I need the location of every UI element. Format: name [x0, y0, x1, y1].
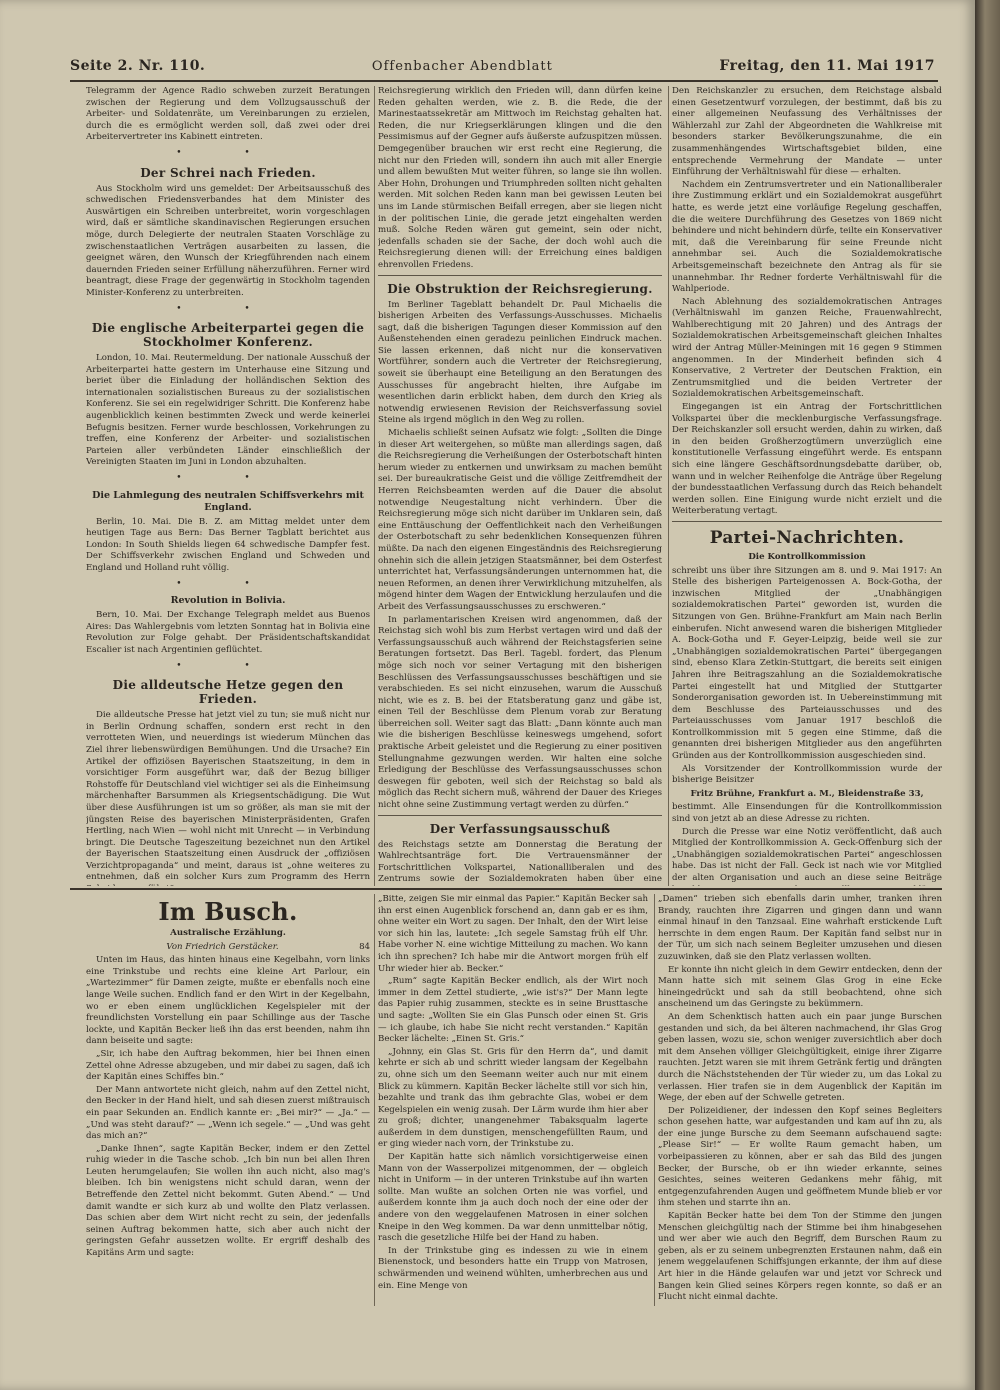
article-text: Als Vorsitzender der Kontrollkommission wurde der bisherige Beisitzer — [672, 763, 942, 786]
story-column-3 — [658, 894, 942, 1306]
story-text: „Bitte, zeigen Sie mir einmal das Papier.“ Kapitän Becker sah ihn erst einen Augenblick forschend an, dann gab er es ihm, ohne weiter ein Wort zu sagen. Der Inhalt, den der Wirt leise vor sich hin las, lautete: „Ich segele Samstag früh elf Uhr. Habe vorher N. eine wichtige Mitteilung zu machen. Wo kann ich ihn sprechen? Ich habe mir die Antwort morgen früh elf Uhr wieder hier ab. Becker.“ — [378, 894, 648, 974]
story-column-2 — [378, 894, 648, 1306]
column-rule — [654, 894, 655, 1306]
column-3 — [672, 86, 942, 886]
separator — [378, 275, 662, 276]
newspaper-title: Offenbacher Abendblatt — [371, 59, 553, 74]
article-text: Nachdem ein Zentrumsvertreter und ein Nationalliberaler ihre Zustimmung erklärt und ein Sozialdemokrat ausgeführt hatte, es werde jetzt eine vorläufige Regelung geschaffen, die die weitere Durchführung des Gesetzes von 1869 nicht behindere und nicht behindern dürfe, teilte ein Konservativer mit, daß die Vereinbarung für seine Freunde nicht annehmbar sei. Auch die Sozialdemokratische Arbeitsgemeinschaft bezeichnete den Antrag als für sie unannehmbar. Ihr Redner forderte Verhältniswahl für die Wahlperiode. — [672, 179, 942, 295]
article-heading: Die Lahmlegung des neutralen Schiffsverkehrs mit England. — [92, 489, 364, 513]
article-text: Telegramm der Agence Radio schweben zurzeit Beratungen zwischen der Regierung und dem Vollzugsausschuß der Arbeiter- und Soldatenräte, um Vereinbarungen zu erzielen, durch die es ermöglicht werden soll, daß zwei oder drei Arbeitervertreter ins Kabinett eintreten. — [86, 86, 370, 143]
story-text: Der Kapitän hatte sich nämlich vorsichtigerweise einen Mann von der Wasserpolizei mitgenommen, der — obgleich nicht in Uniform — in der unteren Trinkstube auf ihn warten sollte. Man wußte an solchen Orten nie was vorfiel, und außerdem konnte ihm ja auch doch noch der eine oder der andere von den weggelaufenen Matrosen in einer solchen Kneipe in den Weg kommen. Da war denn unmittelbar nötig, rasch die gesetzliche Hilfe bei der Hand zu haben. — [378, 1152, 648, 1244]
story-text: Er konnte ihn nicht gleich in dem Gewirr entdecken, denn der Mann hatte sich mit seinem Glas Grog in eine Ecke hineingedrückt und sah da still beobachtend, ohne sich anscheinend um das Geringste zu bekümmern. — [658, 964, 942, 1010]
address-line: Fritz Brühne, Frankfurt a. M., Bleidenstraße 33, — [690, 788, 924, 799]
article-heading: Der Verfassungsausschuß — [429, 821, 611, 836]
story-text: Kapitän Becker hatte bei dem Ton der Stimme den jungen Menschen gleichgültig nach der Stimme bei ihm hinabgesehen und wer aber wie auch den Begriff, dem Burschen Raum zu geben, als er zu seinem unbegrenzten Erstaunen nahm, daß ein jenem weggelaufenen Schiffsjungen erkannte, der ihm auf diese Art hier in die Hände gelaufen war und jetzt vor Schreck und Bangen kein Glied seines Körpers regen konnte, so daß er an Flucht nicht einmal dachte. — [658, 1211, 942, 1303]
article-text: schreibt uns über ihre Sitzungen am 8. und 9. Mai 1917: An Stelle des bisherigen Parteigenossen A. Bock-Gotha, der inzwischen Mitglied der „Unabhängigen sozialdemokratischen Partei“ geworden ist, wurden die Sitzungen von Gen. Brühne-Frankfurt am Main nach Berlin einberufen. Nicht anwesend waren die bisherigen Mitglieder A. Bock-Gotha und F. Geyer-Leipzig, beide weil sie zur „Unabhängigen sozialdemokratischen Partei“ übergegangen sind, ebenso Klara Zetkin-Stuttgart, die bereits seit einigen Jahren ihre Beitragszahlung an die Sozialdemokratische Partei eingestellt hat und Mitglied der Stuttgarter Sonderorganisation geworden ist. In Uebereinstimmung mit dem Beschlusse des Parteiausschusses und des Parteiausschusses vom Januar 1917 beschloß die Kontrollkommission mit 5 gegen eine Stimme, daß die genannten drei bisherigen Mitglieder aus den angeführten Gründen aus der Kontrollkommission ausgeschieden sind. — [672, 565, 942, 762]
article-heading: Die englische Arbeiterpartei gegen die Stockholmer Konferenz. — [91, 321, 365, 350]
page-number: Seite 2. Nr. 110. — [70, 58, 206, 74]
separator: • • — [176, 303, 280, 314]
article-text: Michaelis schließt seinen Aufsatz wie folgt: „Sollten die Dinge in dieser Art weitergehen, so müßte man allerdings sagen, daß die Reichsregierung die Verheißungen der Osterbotschaft hinten herum wieder zu entkernen und unwirksam zu machen bemüht sei. Der bureaukratische Geist und die völlige Zeitfremdheit der Herren Reichsbeamten werden auf die Dauer die absolut notwendige Neugestaltung nicht verhindern. Über die Reichsregierung möge sich nicht darüber im Unklaren sein, daß eine Enttäuschung der Oeffentlichkeit nach den Verheißungen der Osterbotschaft zu sehr bedenklichen Konsequenzen führen müßte. Da nach den eigenen Eingeständnis des Reichsregierung ohnehin sich die allein jetzigen Staatsmänner, bei dem Osterfest unterrichtet hat, Verfassungsänderungen unternommen hat, die neuen Reformen, an denen ihrer Verwirklichung mitzuhelfen, als mögend hinter dem Wagen der Entwicklung herzulaufen und die Arbeit des Verfassungsausschusses zu erschweren.“ — [378, 428, 662, 612]
story-text: „Johnny, ein Glas St. Gris für den Herrn da“, und damit kehrte er sich ab und schritt wieder langsam der Kegelbahn zu, ohne sich um den Seemann weiter auch nur mit einem Blick zu kümmern. Kapitän Becker lächelte still vor sich hin, bezahlte und trank das ihm gebrachte Glas, wobei er dem Kegelspielen ein wenig zusah. Der Lärm wurde ihm hier aber zu groß; dichter, unangenehmer Tabaksqualm lagerte außerdem in dem dunstigen, menschengefüllten Raum, und er ging wieder nach vorn, der Trinkstube zu. — [378, 1046, 648, 1150]
article-text: bestimmt. Alle Einsendungen für die Kontrollkommission sind von jetzt ab an diese Adresse zu richten. — [672, 802, 942, 825]
author-name: Von Friedrich Gerstäcker. — [166, 941, 279, 952]
separator — [378, 815, 662, 816]
issue-date: Freitag, den 11. Mai 1917 — [719, 58, 935, 74]
article-text: Aus Stockholm wird uns gemeldet: Der Arbeitsausschuß des schwedischen Friedensverbandes hat dem Minister des Auswärtigen ein Schreiben unterbreitet, worin vorgeschlagen wird, daß er sämtliche skandinavischen Regierungen ersuchen möge, durch Delegierte der neutralen Staaten Vorschläge zu zwischenstaatlichen Verträgen ausarbeiten zu lassen, die geeignet wären, den Wunsch der Kriegführenden nach einem dauernden Frieden seiner Erfüllung näherzuführen. Ferner wird beantragt, diese Frage der gegenwärtig in Stockholm tagenden Minister-Konferenz zu unterbreiten. — [86, 183, 370, 298]
separator: • • — [176, 660, 280, 671]
story-text: In der Trinkstube ging es indessen zu wie in einem Bienenstock, und besonders hatte ein Trupp von Matrosen, schwärmenden und weinend wühlten, umherbrechen aus und ein. Eine Menge von — [378, 1245, 648, 1291]
story-subtitle: Australische Erzählung. — [170, 928, 286, 938]
story-text: Der Polizeidiener, der indessen den Kopf seines Begleiters schon gesehen hatte, war aufgestanden und kam auf ihn zu, als der eine junge Bursche zu dem Seemann aufschauend sagte: „Please Sir!“ — Er wollte Raum gemacht haben, um vorbeipassieren zu können, aber er sah das Bild des jungen Becker, der Bursche, ob er ihn wieder erkannte, seines Gesichtes, seines weiteren Gedankens mehr fähig, mit entgegenzufahrenden Augen und geöffnetem Munde blieb er vor ihm stehen und starrte ihn an. — [658, 1105, 942, 1209]
separator: • • — [176, 473, 280, 484]
column-2 — [378, 86, 662, 886]
story-text: „Rum“ sagte Kapitän Becker endlich, als der Wirt noch immer in dem Zettel studierte, „wie ist's?“ Der Mann legte das Papier ruhig zusammen, steckte es in seine Brusttasche und sagte: „Wollten Sie ein Glas Punsch oder einen St. Gris — ich glaube, ich habe Sie nicht recht verstanden.“ Kapitän Becker lächelte: „Einen St. Gris.“ — [378, 976, 648, 1045]
article-heading: Die alldeutsche Hetze gegen den Frieden. — [112, 678, 344, 707]
installment-number: 84 — [359, 941, 370, 952]
article-text: Den Reichskanzler zu ersuchen, dem Reichstage alsbald einen Gesetzentwurf vorzulegen, der bestimmt, daß bis zu einer allgemeinen Neufassung des Verhältnisses der Wählerzahl zur Zahl der Abgeordneten die Wahlkreise mit besonders starker Bevölkerungszunahme, die ein zusammenhängendes Wirtschaftsgebiet bilden, eine entsprechende Vermehrung der Mandate — unter Einführung der Verhältniswahl für diese — erhalten. — [672, 86, 942, 178]
story-text: „Danke Ihnen“, sagte Kapitän Becker, indem er den Zettel ruhig wieder in die Tasche schob. „Ich bin nun bei allen Ihren Leuten herumgelaufen; Sie wollen ihn auch nicht, also mag's bleiben. Ich bin wenigstens nicht schuld daran, wenn der Betreffende den Zettel nicht bekommt. Guten Abend.“ — Und damit wandte er sich kurz ab und wollte den Platz verlassen. Das schien aber dem Wirt nicht recht zu sein, der jedenfalls seinen Auftrag bekommen hatte, sich aber auch nicht der geringsten Gefahr aussetzen wollte. Er ergriff deshalb des Kapitäns Arm und sagte: — [86, 1143, 370, 1259]
article-text: Bern, 10. Mai. Der Exchange Telegraph meldet aus Buenos Aires: Das Wahlergebnis vom letzten Sonntag hat in Bolivia eine Revolution zur Folge gehabt. Der Präsidentschaftskandidat Escalier ist nach Argentinien geflüchtet. — [86, 610, 370, 655]
story-text: „Damen“ trieben sich ebenfalls darin umher, tranken ihren Brandy, rauchten ihre Zigarren und gingen dann und wann einmal hinauf in den Tanzsaal. Eine wahrhaft erstickende Luft herrschte in dem engen Raum. Der Kapitän fand selbst nur in der Tür, um sich nach seinem Begleiter umzusehen und diesen zuzuwinken, daß sie den Platz verlassen wollten. — [658, 894, 942, 962]
separator: • • — [176, 147, 280, 158]
story-text: Unten im Haus, das hinten hinaus eine Kegelbahn, vorn links eine Trinkstube und rechts eine kleine Art Parlour, ein „Wartezimmer“ für Damen zeigte, mußte er ebenfalls noch eine lange Weile suchen. Endlich fand er den Wirt in der Kegelbahn, wo er eben einem unglücklichen Kegelspieler mit der freundlichsten Vorstellung ein paar Schillinge aus der Tasche lockte, und Kapitän Becker ließ ihn das erst beenden, nahm ihn dann beiseite und sagte: — [86, 955, 370, 1047]
feuilleton-rule — [70, 888, 942, 890]
article-text: London, 10. Mai. Reutermeldung. Der nationale Ausschuß der Arbeiterpartei hatte gestern im Unterhause eine Sitzung und beriet über die Einladung der holländischen Sektion des internationalen sozialistischen Bureaus zu der sozialistischen Konferenz. Sie sei ein regelwidriger Schritt. Die Konferenz habe augenblicklich keinen bestimmten Zweck und werde keinerlei Befugnis besitzen. Ferner wurde beschlossen, Vorkehrungen zu treffen, eine Konferenz der Arbeiter- und sozialistischen Parteien aller verbündeten Länder einschließlich der Vereinigten Staaten im Juni in London abzuhalten. — [86, 353, 370, 468]
article-text: Berlin, 10. Mai. Die B. Z. am Mittag meldet unter dem heutigen Tage aus Bern: Das Berner Tagblatt berichtet aus London: In South Shields liegen 64 schwedische Dampfer fest. Der Schiffsverkehr zwischen England und Schweden und England und Holland ruht völlig. — [86, 516, 370, 573]
column-rule — [374, 894, 375, 1306]
header-rule — [70, 80, 938, 82]
separator: • • — [176, 578, 280, 589]
page-header — [70, 58, 935, 80]
story-text: Der Mann antwortete nicht gleich, nahm auf den Zettel nicht, den Becker in der Hand hielt, und sah diesen zuerst mißtrauisch ein paar Sekunden an. Endlich kannte er: „Bei mir?“ — „Ja.“ — „Und was steht darauf?“ — „Wenn ich segele.“ — „Und was geht das mich an?“ — [86, 1084, 370, 1142]
story-author — [86, 942, 370, 954]
article-heading: Die Obstruktion der Reichsregierung. — [387, 281, 653, 296]
article-heading: Revolution in Bolivia. — [170, 595, 286, 607]
column-1 — [86, 86, 370, 886]
article-text: Im Berliner Tageblatt behandelt Dr. Paul Michaelis die bisherigen Arbeiten des Verfassungs-Ausschusses. Michaelis sagt, daß die bisherigen Tagungen dieser Kommission auf den Außenstehenden einen geradezu peinlichen Eindruck machen. Sie lassen erkennen, daß nicht nur die konservativen Wortführer, sondern auch die Vertreter der Reichsregierung, soweit sie überhaupt eine Beteiligung an den Beratungen des Ausschusses für angebracht hielten, ihre Aufgabe im wesentlichen darin erblickt haben, dem durch den Krieg als notwendig erwiesenen Revision der Reichsverfassung soviel Steine als irgend möglich in den Weg zu rollen. — [378, 299, 662, 426]
column-rule — [374, 86, 375, 886]
article-text: In parlamentarischen Kreisen wird angenommen, daß der Reichstag sich wohl bis zum Herbst vertagen wird und daß der Verfassungsausschuß auch während der Reichstagsferien seine Beratungen fortsetzt. Das Berl. Tagebl. fordert, das Plenum möge sich noch vor seiner Vertagung mit den bisherigen Beschlüssen des Verfassungsausschusses beschäftigen und sie verabschieden. Es sei nicht einzusehen, warum die Ausschuß nicht, wie es z. B. bei der Etatsberatung ganz und gäbe ist, einen Teil der Beschlüsse dem Plenum vorab zur Beratung überreichen soll. Weiter sagt das Blatt: „Dann könnte auch man wie die bisherigen Beschlüsse keineswegs umgehend, sofort praktische Arbeit geleistet und die Regierung zu einer positiven Stellungnahme gezwungen werden. Wir halten eine solche Erledigung der Beschlüsse des Verfassungsausschusses schon deswegen für geboten, weil sich der Reichstag so bald als möglich das Recht sichern muß, während der Dauer des Krieges nicht ohne seine Zustimmung vertagt werden zu dürfen.“ — [378, 614, 662, 811]
article-text: Durch die Presse war eine Notiz veröffentlicht, daß auch Mitglied der Kontrollkommission A. Geck-Offenburg sich der „Unabhängigen sozialdemokratischen Partei“ angeschlossen habe. Das ist nicht der Fall. Geck ist nach wie vor Mitglied der alten Organisation und auch an diese seine Beiträge — [672, 826, 942, 883]
article-text: Reichsregierung wirklich den Frieden will, dann dürfen keine Reden gehalten werden, wie z. B. die Rede, die der Marinestaatssekretär am Mittwoch im Reichstag gehalten hat. Reden, die nur Kriegserklärungen klingen und die den Pessimismus auf der Gegner aufs äußerste aufzuspitzen müssen. Demgegenüber brauchen wir erst recht eine Regierung, die nicht nur den Frieden will, sondern ihn auch mit aller Energie und allem bewußten Mut weiter führen, so lange sie ihn wollen. Aber Hohn, Drohungen und Triumphreden sollten nicht gehalten werden. Mit solchen Reden kann man bei gewissen Leuten bei uns im Lande stürmischen Beifall erregen, aber sie liegen nicht in der politischen Linie, die gerade jetzt eingehalten werden muß. Solche Reden wären gut gemeint, sein oder nicht, jedenfalls schaden sie der Sache, der doch wohl auch die Reichsregierung dienen will: der Erreichung eines baldigen ehrenvollen Friedens. — [378, 86, 662, 270]
section-heading: Partei-Nachrichten. — [709, 527, 905, 548]
story-title: Im Busch. — [158, 897, 298, 926]
separator — [672, 521, 942, 522]
article-text: Die alldeutsche Presse hat jetzt viel zu tun; sie muß nicht nur in Berlin Ordnung schaffen, sondern erst recht in den verrotteten Wien, und neuerdings ist wiederum München das Ziel ihrer liebenswürdigen Bemühungen. Und die Ursache? Ein Artikel der offiziösen Bayerischen Staatszeitung, in dem in vorsichtiger Form ausgeführt war, daß der Bezug billiger Rohstoffe für Deutschland viel wichtiger sei als die Einheimsung märchenhafter Barsummen als Kriegsentschädigung. Die Wut über diese Ausführungen ist um so größer, als man sie mit der jüngsten Reise des bayerischen Ministerpräsidenten, Grafen Hertling, nach Wien — wohl nicht mit Unrecht — in Verbindung bringt. Die Deutsche Tageszeitung bezeichnet nun den Artikel der Bayerischen Staatszeitung einen Ausdruck der „offiziösen Verzichtpropaganda“ und meint, daraus ist „ohne weiteres zu entnehmen, daß ein solcher Kurs zum Programm des Herrn — [86, 710, 370, 883]
column-rule — [668, 86, 669, 886]
story-text: „Sir, ich habe den Auftrag bekommen, hier bei Ihnen einen Zettel ohne Adresse abzugeben, und mir dabei zu sagen, daß ich der Kapitän eines Schiffes bin.“ — [86, 1048, 370, 1083]
story-text: An dem Schenktisch hatten auch ein paar junge Burschen gestanden und sich, da bei älteren nachmachend, ihr Glas Grog geben lassen, wozu sie, schon weniger zuversichtlich aber doch mit dem Ansehen völliger Gleichgültigkeit, einige ihrer Zigarre rauchten. Jetzt waren sie mit ihrem Getränk fertig und drängten durch die Nächststehenden der Tür wieder zu, um das Lokal zu verlassen. Hier trafen sie in dem Augenblick der Kapitän im Wege, der eben auf der Schwelle getreten. — [658, 1011, 942, 1104]
article-text: des Reichstags setzte am Donnerstag die Beratung der Wahlrechtsanträge fort. Die Vertrauensmänner der Fortschrittlichen Volkspartei, Nationalliberalen und des Zentrums sowie der Sozialdemokraten haben über eine — [378, 839, 662, 885]
story-column-1 — [86, 894, 370, 1306]
article-subheading: Die Kontrollkommission — [748, 551, 866, 562]
article-text: Nach Ablehnung des sozialdemokratischen Antrages (Verhältniswahl im ganzen Reiche, Frauenwahlrecht, Wahlberechtigung mit 20 Jahren) und des Antrags der Sozialdemokratischen Arbeitsgemeinschaft gleichen Inhaltes wird der Antrag Müller-Meiningen mit 16 gegen 9 Stimmen angenommen. In der Minderheit befinden sich 4 Konservative, 2 Vertreter der Deutschen Fraktion, ein Zentrumsmitglied und die beiden Vertreter der Sozialdemokratischen Arbeitsgemeinschaft. — [672, 296, 942, 400]
page-binding-edge — [975, 0, 1000, 1390]
article-heading: Der Schrei nach Frieden. — [140, 165, 316, 180]
article-text: Eingegangen ist ein Antrag der Fortschrittlichen Volkspartei über die mecklenburgische Verfassungsfrage. Der Reichskanzler soll ersucht werden, dahin zu wirken, daß in den beiden Großherzogtümern unverzüglich eine konstitutionelle Verfassung eingeführt werde. Es entspann sich eine längere Geschäftsordnungsdebatte darüber, ob, wann und in welcher Reihenfolge die Anträge über Regelung der bundesstaatlichen Verfassung durch das Reich behandelt werden sollen. Eine Einigung wurde nicht erzielt und die Weiterberatung vertagt. — [672, 402, 942, 517]
